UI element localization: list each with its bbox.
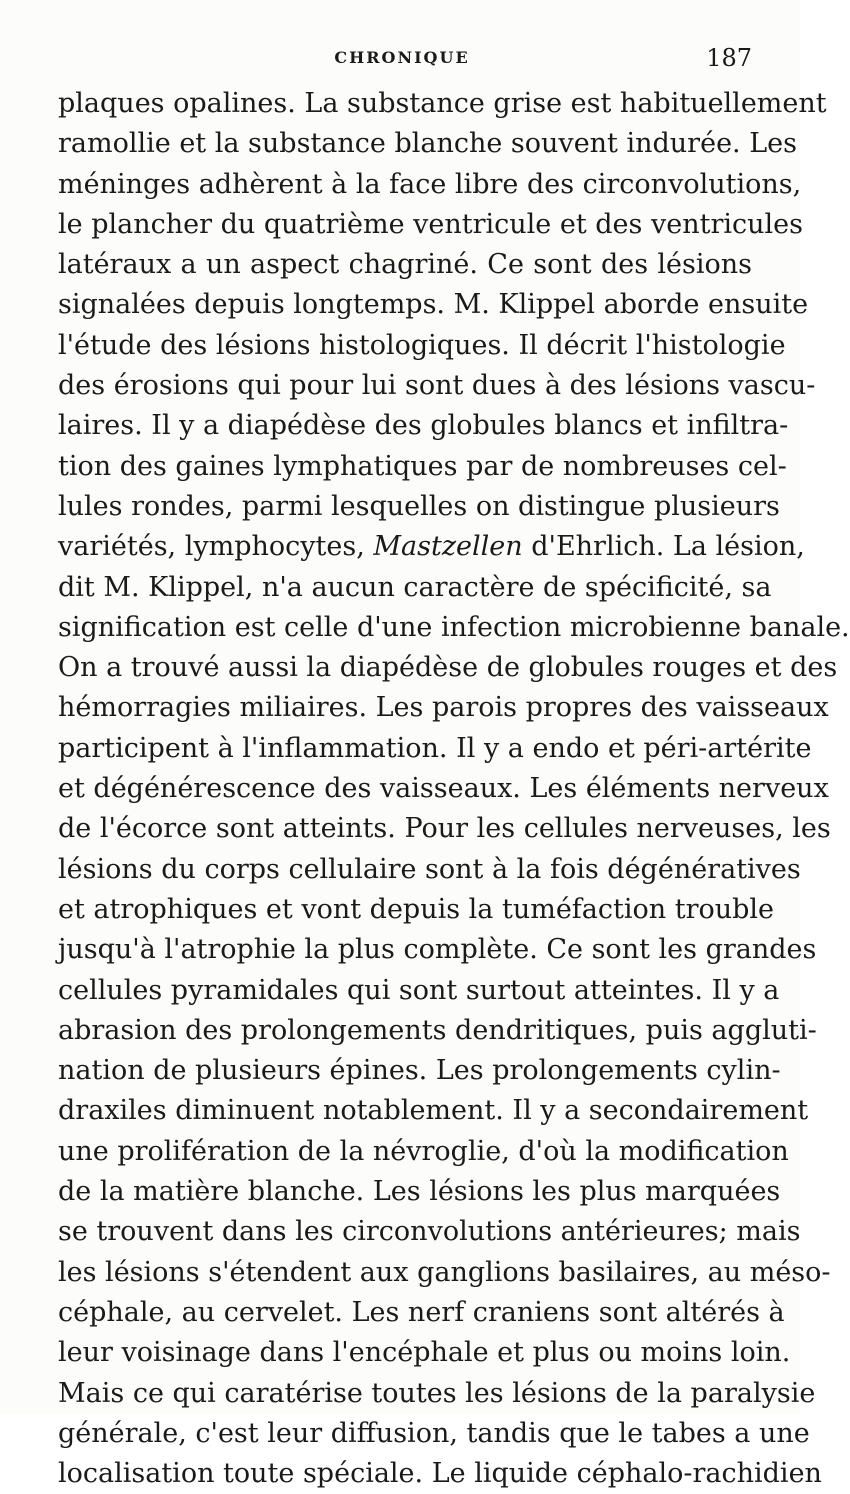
text-line: leur voisinage dans l'encéphale et plus ou moins loin. (58, 1337, 791, 1369)
text-line: se trouvent dans les circonvolutions antérieures; mais (58, 1216, 801, 1248)
text-line: plaques opalines. La substance grise est habituellement (58, 88, 827, 119)
text-line: tion des gaines lymphatiques par de nombreuses cel- (58, 450, 787, 482)
text-line: et dégénérescence des vaisseaux. Les éléments nerveux (58, 773, 829, 805)
page-number: 187 (706, 44, 752, 72)
text-line: participent à l'inflammation. Il y a endo et péri-artérite (58, 732, 812, 764)
text-line: signification est celle d'une infection microbienne banale. (58, 611, 850, 643)
italic-term: Mastzellen (373, 531, 523, 563)
text-line: draxiles diminuent notablement. Il y a secondairement (58, 1095, 809, 1127)
text-line: des érosions qui pour lui sont dues à des lésions vascu- (58, 370, 816, 402)
text-line: l'étude des lésions histologiques. Il décrit l'histologie (58, 329, 786, 361)
text-line: de la matière blanche. Les lésions les plus marquées (58, 1176, 781, 1208)
text-line: signalées depuis longtemps. M. Klippel aborde ensuite (58, 289, 809, 321)
text-line: céphale, au cervelet. Les nerf craniens sont altérés à (58, 1296, 785, 1328)
text-line: abrasion des prolongements dendritiques, puis aggluti- (58, 1014, 817, 1046)
running-title: CHRONIQUE (334, 48, 470, 67)
text-line: On a trouvé aussi la diapédèse de globules rouges et des (58, 652, 838, 684)
text-line: lésions du corps cellulaire sont à la fois dégénératives (58, 853, 801, 885)
text-line: ramollie et la substance blanche souvent indurée. Les (58, 128, 797, 160)
text-line: et atrophiques et vont depuis la tuméfaction trouble (58, 893, 775, 925)
text-line: générale, c'est leur diffusion, tandis que le tabes a une (58, 1417, 810, 1449)
text-line: Mais ce qui caratérise toutes les lésions de la paralysie (58, 1377, 816, 1409)
text-line: cellules pyramidales qui sont surtout atteintes. Il y a (58, 974, 780, 1006)
text-line: méninges adhèrent à la face libre des circonvolutions, (58, 168, 802, 200)
text-line: hémorragies miliaires. Les parois propres des vaisseaux (58, 692, 829, 724)
text-line: de l'écorce sont atteints. Pour les cellules nerveuses, les (58, 813, 831, 845)
text-line: laires. Il y a diapédèse des globules blancs et infiltra- (58, 410, 789, 442)
text-line: dit M. Klippel, n'a aucun caractère de spécificité, sa (58, 571, 772, 603)
text-line: jusqu'à l'atrophie la plus complète. Ce sont les grandes (58, 934, 817, 966)
text-line: le plancher du quatrième ventricule et des ventricules (58, 208, 803, 240)
running-head (52, 44, 752, 78)
text-line: les lésions s'étendent aux ganglions basilaires, au méso- (58, 1256, 831, 1288)
text-segment: variétés, lymphocytes, (58, 531, 374, 563)
text-line: localisation toute spéciale. Le liquide céphalo-rachidien (58, 1458, 822, 1490)
text-line: une prolifération de la névroglie, d'où la modification (58, 1135, 789, 1167)
text-line: latéraux a un aspect chagriné. Ce sont des lésions (58, 249, 752, 281)
text-line: nation de plusieurs épines. Les prolongements cylin- (58, 1055, 781, 1087)
text-segment: d'Ehrlich. La lésion, (522, 531, 805, 563)
body-text (58, 84, 850, 1494)
text-line-with-italic (58, 527, 805, 567)
text-line: lules rondes, parmi lesquelles on distingue plusieurs (58, 490, 780, 522)
